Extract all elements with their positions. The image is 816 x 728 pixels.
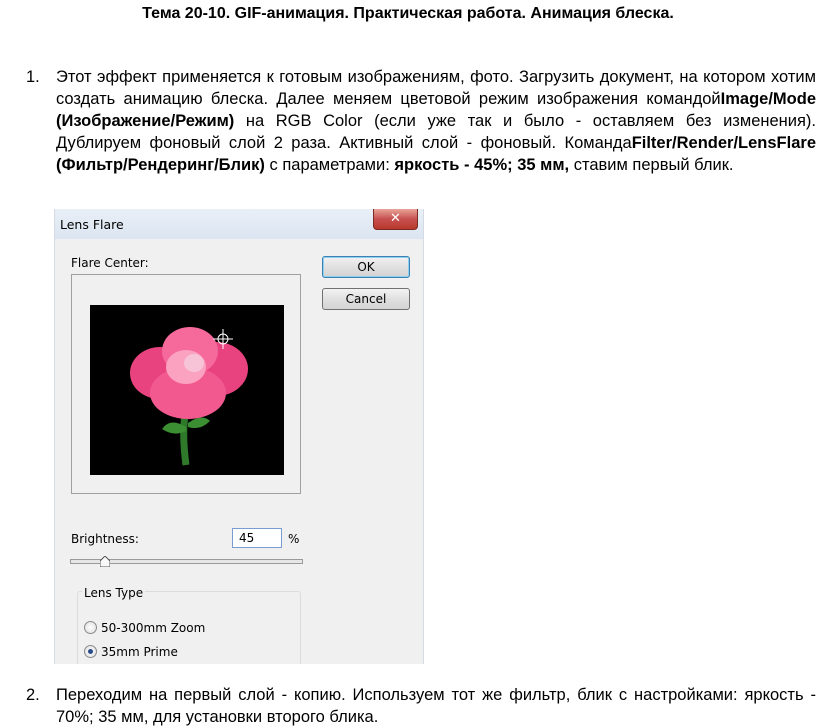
list-number: 2. bbox=[26, 686, 40, 704]
list-item bbox=[26, 66, 816, 176]
list-item-text bbox=[56, 66, 816, 176]
text-run: Этот эффект применяется к готовым изображениям, фото. Загрузить документ, на котором хотим создать анимацию блеска. Далее меняем цветовой режим изображения командой bbox=[56, 68, 816, 108]
list-number: 1. bbox=[26, 68, 40, 86]
rose-petal bbox=[184, 354, 204, 372]
lens-option-label: 35mm Prime bbox=[101, 645, 178, 659]
bold-command: Filter/Render/LensFlare (Фильтр/Рендеринг/Блик) bbox=[56, 134, 816, 174]
lens-option-35mm[interactable] bbox=[84, 645, 178, 659]
flare-center-label: Flare Center: bbox=[71, 256, 149, 270]
bold-parameters: яркость - 45%; 35 мм, bbox=[394, 156, 570, 174]
lens-option-label: 50-300mm Zoom bbox=[101, 621, 206, 635]
lens-flare-dialog bbox=[54, 209, 424, 664]
page-title: Тема 20-10. GIF-анимация. Практическая работа. Анимация блеска. bbox=[142, 5, 674, 22]
close-icon[interactable]: ✕ bbox=[373, 209, 418, 230]
radio-button[interactable] bbox=[84, 621, 97, 634]
percent-sign: % bbox=[288, 532, 300, 546]
dialog-title: Lens Flare bbox=[60, 217, 124, 232]
flare-preview-image[interactable] bbox=[90, 305, 284, 475]
text-run: на RGB Color (если уже так и было - оставляем без изменения). Дублируем фоновый слой 2 раза. Активный слой - фоновый. Команда bbox=[56, 112, 816, 152]
dialog-titlebar[interactable] bbox=[55, 209, 423, 239]
ok-button[interactable]: OK bbox=[322, 256, 410, 278]
cancel-button[interactable]: Cancel bbox=[322, 288, 410, 310]
radio-button-checked[interactable] bbox=[84, 645, 97, 658]
text-run: с параметрами: bbox=[264, 156, 395, 174]
list-item-text: Переходим на первый слой - копию. Используем тот же фильтр, блик с настройками: яркость - 70%; 35 мм, для установки второго блика. bbox=[56, 686, 816, 726]
list-item bbox=[26, 684, 816, 728]
lens-type-label: Lens Type bbox=[84, 586, 144, 600]
lens-option-50-300mm[interactable] bbox=[84, 621, 205, 635]
rose-stem bbox=[184, 415, 186, 465]
brightness-input[interactable] bbox=[232, 528, 282, 548]
brightness-slider-thumb[interactable] bbox=[100, 556, 110, 567]
bold-command: Image/Mode (Изображение/Режим) bbox=[56, 90, 816, 130]
brightness-label: Brightness: bbox=[71, 532, 139, 546]
text-run: ставим первый блик. bbox=[569, 156, 734, 174]
